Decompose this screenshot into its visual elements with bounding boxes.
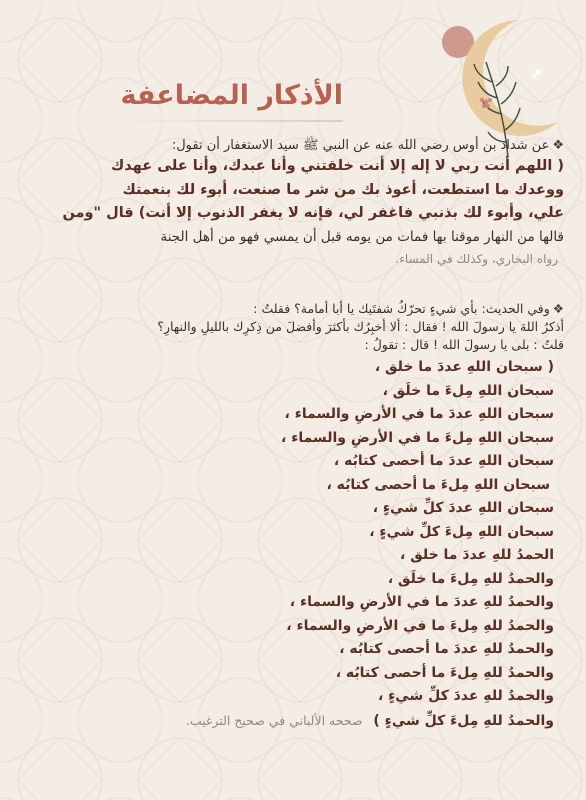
hadith-tasbih — [18, 300, 564, 733]
dua-line: قالها من النهار موقنا بها فمات من يومه قبل أن يمسي فهو من أهل الجنة — [160, 228, 564, 245]
bullet-diamond-icon: ❖ — [552, 301, 564, 316]
hadith1-intro — [18, 136, 564, 155]
tasbih-line: الحمدُ للهِ عددَ ما خلق ، — [400, 547, 554, 563]
tasbih-final-text: والحمدُ للهِ مِلءَ كلِّ شيءٍ ) — [373, 712, 554, 729]
tasbih-line: والحمدُ للهِ مِلءَ ما أحصى كتابُه ، — [335, 664, 554, 681]
dua-line: ووعدك ما استطعت، أعوذ بك من شر ما صنعت، أبوء لك بنعمتك — [122, 181, 564, 198]
hadith2-source: صححه الألباني في صحيح الترغيب. — [185, 712, 363, 728]
hadith1-intro-text: عن شداد بن أوس رضي الله عنه عن النبي ﷺ سيد الاستغفار أن تقول: — [171, 138, 550, 153]
tasbih-line: والحمدُ للهِ مِلءَ ما في الأرضِ والسماء ، — [286, 617, 554, 634]
tasbih-line: سبحان اللهِ مِلءَ ما في الأرضِ والسماء ، — [281, 429, 554, 446]
tasbih-line: سبحان اللهِ عددَ ما في الأرضِ والسماء ، — [284, 406, 554, 422]
bullet-diamond-icon: ❖ — [552, 138, 564, 153]
tasbih-line: سبحان اللهِ عددَ ما أحصى كتابُه ، — [333, 453, 554, 469]
crescent-moon-icon — [462, 20, 558, 136]
hadith1-source: رواه البخاري، وكذلك في المساء. — [395, 252, 558, 266]
tasbih-line: والحمدُ للهِ مِلءَ ما خلَق ، — [387, 570, 554, 587]
tasbih-line: والحمدُ للهِ عددَ كلِّ شيءٍ ، — [377, 688, 554, 704]
tasbih-list — [18, 356, 564, 733]
tasbih-line: سبحان اللهِ مِلءَ ما أحصى كتابُه ، — [326, 476, 550, 493]
tasbih-line: والحمدُ للهِ عددَ ما في الأرضِ والسماء ، — [289, 594, 554, 610]
tasbih-line: سبحان اللهِ مِلءَ كلِّ شيءٍ ، — [369, 523, 554, 540]
hadith2-intro-text: وفي الحديث: بأي شيءٍ تحرّكُ شفتَيك يا أبا أمامة؟ فقلتُ : — [253, 301, 550, 316]
dua-line: علي، وأبوء لك بذنبي فاغفر لي، فإنه لا يغفر الذنوب إلا أنت) قال "ومن — [62, 205, 564, 221]
hadith2-intro-line: قلتُ : بلى يا رسولَ الله ! قال : تقولُ : — [364, 337, 564, 352]
dua-line: ( اللهم أنت ربي لا إله إلا أنت خلقتني وأنا عبدك، وأنا على عهدك — [111, 158, 564, 174]
page-title: الأذكار المضاعفة — [120, 80, 343, 111]
hadith2-intro-line — [18, 300, 564, 318]
tasbih-line: سبحان اللهِ مِلءَ ما خلَق ، — [382, 382, 554, 399]
tasbih-line: سبحان اللهِ عددَ كلِّ شيءٍ ، — [372, 500, 554, 516]
tasbih-line: ( سبحان اللهِ عددَ ما خلق ، — [374, 359, 554, 375]
tasbih-line: والحمدُ للهِ عددَ ما أحصى كتابُه ، — [339, 641, 554, 657]
hadith2-intro-line: أذكرُ اللهَ يا رسولَ الله ! فقال : ألا أُخبِرُك بأكثرَ وأفضلَ من ذِكرِك بالليلِ والنهارِ؟ — [157, 319, 564, 334]
hadith-istighfar — [18, 136, 564, 269]
title-divider — [115, 120, 343, 122]
tasbih-final-line — [18, 709, 554, 734]
